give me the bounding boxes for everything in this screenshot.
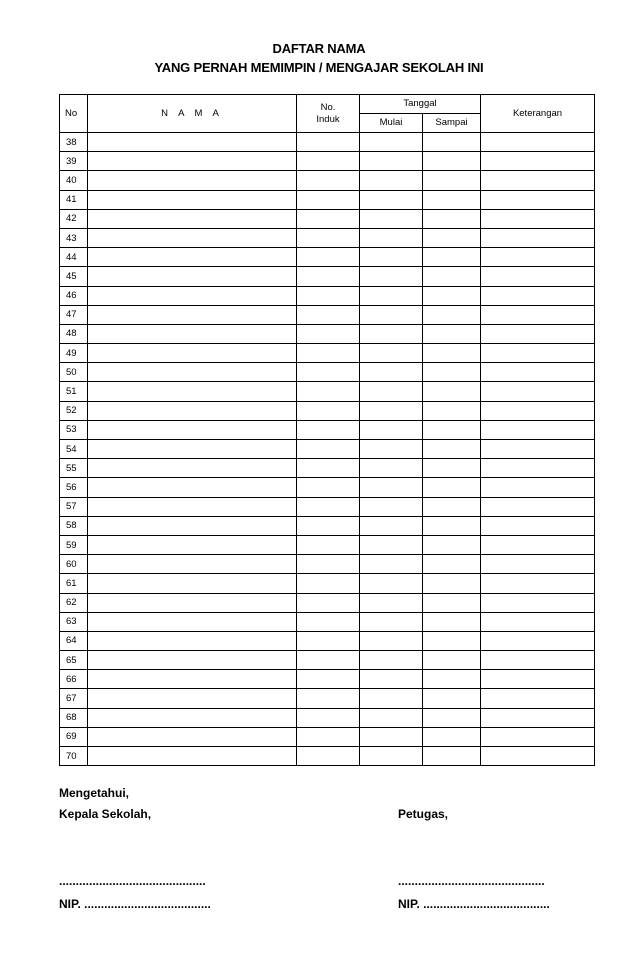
table-row [60,689,595,708]
row-number-cell: 46 [60,286,88,305]
nama-cell [88,305,297,324]
no-induk-cell [297,286,360,305]
mulai-cell [360,305,423,324]
sampai-cell [423,689,481,708]
no-induk-cell [297,478,360,497]
keterangan-cell [481,727,595,746]
table-row [60,708,595,727]
keterangan-cell [481,651,595,670]
keterangan-cell [481,190,595,209]
petugas-label: Petugas, [398,807,449,821]
row-number-cell: 60 [60,555,88,574]
row-number-cell: 59 [60,535,88,554]
nama-cell [88,478,297,497]
row-number-cell: 67 [60,689,88,708]
row-number-cell: 39 [60,152,88,171]
column-header-no: No [60,95,88,133]
keterangan-cell [481,440,595,459]
no-induk-cell [297,612,360,631]
nama-cell [88,535,297,554]
table-row [60,631,595,650]
row-number-cell: 62 [60,593,88,612]
keterangan-cell [481,670,595,689]
sampai-cell [423,382,481,401]
no-induk-cell [297,516,360,535]
row-number-cell: 63 [60,612,88,631]
column-header-nama: N A M A [88,95,297,133]
keterangan-cell [481,497,595,516]
keterangan-cell [481,382,595,401]
table-row [60,670,595,689]
table-row [60,228,595,247]
keterangan-cell [481,574,595,593]
nama-cell [88,574,297,593]
mulai-cell [360,478,423,497]
nama-cell [88,631,297,650]
sampai-cell [423,478,481,497]
keterangan-cell [481,209,595,228]
sampai-cell [423,535,481,554]
sampai-cell [423,324,481,343]
mulai-cell [360,420,423,439]
nama-cell [88,670,297,689]
row-number-cell: 47 [60,305,88,324]
no-induk-cell [297,747,360,766]
row-number-cell: 52 [60,401,88,420]
nama-cell [88,324,297,343]
sampai-cell [423,152,481,171]
sampai-cell [423,574,481,593]
no-induk-cell [297,420,360,439]
mulai-cell [360,440,423,459]
nama-cell [88,727,297,746]
nama-cell [88,497,297,516]
mulai-cell [360,286,423,305]
column-header-tanggal: Tanggal [360,95,481,114]
nama-cell [88,689,297,708]
mulai-cell [360,459,423,478]
table-row [60,555,595,574]
mengetahui-label: Mengetahui, [59,786,130,800]
table-row [60,152,595,171]
column-header-keterangan: Keterangan [481,95,595,133]
sampai-cell [423,133,481,152]
nama-cell [88,440,297,459]
mulai-cell [360,363,423,382]
keterangan-cell [481,708,595,727]
sampai-cell [423,190,481,209]
nama-cell [88,286,297,305]
keterangan-cell [481,286,595,305]
mulai-cell [360,727,423,746]
document-title: DAFTAR NAMA [272,41,366,56]
table-row [60,651,595,670]
mulai-cell [360,574,423,593]
mulai-cell [360,631,423,650]
sampai-cell [423,286,481,305]
nama-cell [88,363,297,382]
keterangan-cell [481,593,595,612]
nama-cell [88,516,297,535]
row-number-cell: 38 [60,133,88,152]
sampai-cell [423,708,481,727]
column-header-sampai: Sampai [423,114,481,133]
table-row [60,420,595,439]
mulai-cell [360,133,423,152]
no-induk-cell [297,344,360,363]
nama-cell [88,382,297,401]
mulai-cell [360,612,423,631]
no-induk-cell [297,651,360,670]
kepala-sekolah-label: Kepala Sekolah, [59,807,152,821]
no-induk-cell [297,190,360,209]
row-number-cell: 53 [60,420,88,439]
sampai-cell [423,747,481,766]
sampai-cell [423,401,481,420]
no-induk-cell [297,228,360,247]
sampai-cell [423,248,481,267]
mulai-cell [360,382,423,401]
keterangan-cell [481,267,595,286]
table-row [60,344,595,363]
sampai-cell [423,440,481,459]
table-row [60,497,595,516]
table-row [60,747,595,766]
row-number-cell: 41 [60,190,88,209]
sampai-cell [423,727,481,746]
keterangan-cell [481,420,595,439]
table-row [60,440,595,459]
no-induk-cell [297,689,360,708]
mulai-cell [360,152,423,171]
sampai-cell [423,344,481,363]
keterangan-cell [481,631,595,650]
no-induk-cell [297,171,360,190]
row-number-cell: 58 [60,516,88,535]
sampai-cell [423,305,481,324]
sampai-cell [423,555,481,574]
nama-cell [88,612,297,631]
sampai-cell [423,171,481,190]
nama-cell [88,190,297,209]
sampai-cell [423,228,481,247]
mulai-cell [360,267,423,286]
row-number-cell: 44 [60,248,88,267]
keterangan-cell [481,747,595,766]
sampai-cell [423,267,481,286]
nama-cell [88,651,297,670]
petugas-signature-line: ............................................ [398,874,545,888]
no-induk-cell [297,152,360,171]
nama-cell [88,267,297,286]
table-row [60,382,595,401]
table-row [60,612,595,631]
nama-cell [88,747,297,766]
keterangan-cell [481,133,595,152]
row-number-cell: 69 [60,727,88,746]
table-row [60,478,595,497]
mulai-cell [360,248,423,267]
nama-cell [88,171,297,190]
keterangan-cell [481,228,595,247]
row-number-cell: 51 [60,382,88,401]
mulai-cell [360,651,423,670]
no-induk-cell [297,670,360,689]
no-induk-cell [297,459,360,478]
row-number-cell: 43 [60,228,88,247]
mulai-cell [360,497,423,516]
nama-cell [88,209,297,228]
sampai-cell [423,497,481,516]
row-number-cell: 48 [60,324,88,343]
keterangan-cell [481,612,595,631]
sampai-cell [423,612,481,631]
nama-cell [88,459,297,478]
no-induk-cell [297,440,360,459]
kepala-sekolah-signature-line: ............................................ [59,874,206,888]
mulai-cell [360,747,423,766]
sampai-cell [423,670,481,689]
keterangan-cell [481,324,595,343]
no-induk-cell [297,267,360,286]
row-number-cell: 45 [60,267,88,286]
row-number-cell: 70 [60,747,88,766]
table-row [60,133,595,152]
nama-cell [88,401,297,420]
row-number-cell: 57 [60,497,88,516]
table-row [60,574,595,593]
mulai-cell [360,708,423,727]
roster-table [59,94,595,766]
sampai-cell [423,516,481,535]
no-induk-cell [297,324,360,343]
sampai-cell [423,593,481,612]
document-subtitle: YANG PERNAH MEMIMPIN / MENGAJAR SEKOLAH INI [154,60,484,75]
keterangan-cell [481,363,595,382]
keterangan-cell [481,555,595,574]
no-induk-cell [297,401,360,420]
nama-cell [88,228,297,247]
table-row [60,727,595,746]
nama-cell [88,133,297,152]
mulai-cell [360,324,423,343]
no-induk-cell [297,727,360,746]
no-induk-cell [297,133,360,152]
mulai-cell [360,593,423,612]
keterangan-cell [481,478,595,497]
mulai-cell [360,401,423,420]
keterangan-cell [481,535,595,554]
kepala-sekolah-nip: NIP. ...................................... [59,897,211,911]
nama-cell [88,344,297,363]
table-row [60,535,595,554]
table-row [60,171,595,190]
row-number-cell: 50 [60,363,88,382]
nama-cell [88,593,297,612]
table-row [60,305,595,324]
no-induk-cell [297,382,360,401]
mulai-cell [360,555,423,574]
keterangan-cell [481,248,595,267]
table-row [60,593,595,612]
mulai-cell [360,689,423,708]
sampai-cell [423,631,481,650]
column-header-mulai: Mulai [360,114,423,133]
keterangan-cell [481,152,595,171]
mulai-cell [360,190,423,209]
row-number-cell: 68 [60,708,88,727]
roster-body [60,133,595,766]
nama-cell [88,555,297,574]
mulai-cell [360,535,423,554]
no-induk-cell [297,363,360,382]
row-number-cell: 42 [60,209,88,228]
keterangan-cell [481,401,595,420]
nama-cell [88,708,297,727]
row-number-cell: 64 [60,631,88,650]
nama-cell [88,248,297,267]
keterangan-cell [481,516,595,535]
table-row [60,459,595,478]
table-row [60,286,595,305]
no-induk-cell [297,248,360,267]
row-number-cell: 54 [60,440,88,459]
mulai-cell [360,228,423,247]
table-row [60,516,595,535]
mulai-cell [360,209,423,228]
no-induk-cell [297,631,360,650]
no-induk-cell [297,305,360,324]
column-header-no-induk [297,95,360,133]
petugas-nip: NIP. ...................................... [398,897,550,911]
row-number-cell: 65 [60,651,88,670]
mulai-cell [360,344,423,363]
table-row [60,401,595,420]
table-row [60,209,595,228]
mulai-cell [360,516,423,535]
keterangan-cell [481,459,595,478]
no-induk-cell [297,574,360,593]
sampai-cell [423,363,481,382]
row-number-cell: 55 [60,459,88,478]
no-induk-cell [297,535,360,554]
column-header-no-induk-line2: Induk [316,113,340,125]
row-number-cell: 66 [60,670,88,689]
table-row [60,248,595,267]
sampai-cell [423,420,481,439]
row-number-cell: 40 [60,171,88,190]
table-row [60,190,595,209]
keterangan-cell [481,344,595,363]
mulai-cell [360,171,423,190]
no-induk-cell [297,555,360,574]
sampai-cell [423,209,481,228]
keterangan-cell [481,171,595,190]
row-number-cell: 49 [60,344,88,363]
keterangan-cell [481,689,595,708]
row-number-cell: 56 [60,478,88,497]
table-row [60,363,595,382]
nama-cell [88,152,297,171]
sampai-cell [423,651,481,670]
no-induk-cell [297,708,360,727]
nama-cell [88,420,297,439]
table-row [60,324,595,343]
no-induk-cell [297,593,360,612]
keterangan-cell [481,305,595,324]
column-header-no-induk-line1: No. [320,101,336,113]
table-row [60,267,595,286]
sampai-cell [423,459,481,478]
row-number-cell: 61 [60,574,88,593]
no-induk-cell [297,497,360,516]
mulai-cell [360,670,423,689]
no-induk-cell [297,209,360,228]
